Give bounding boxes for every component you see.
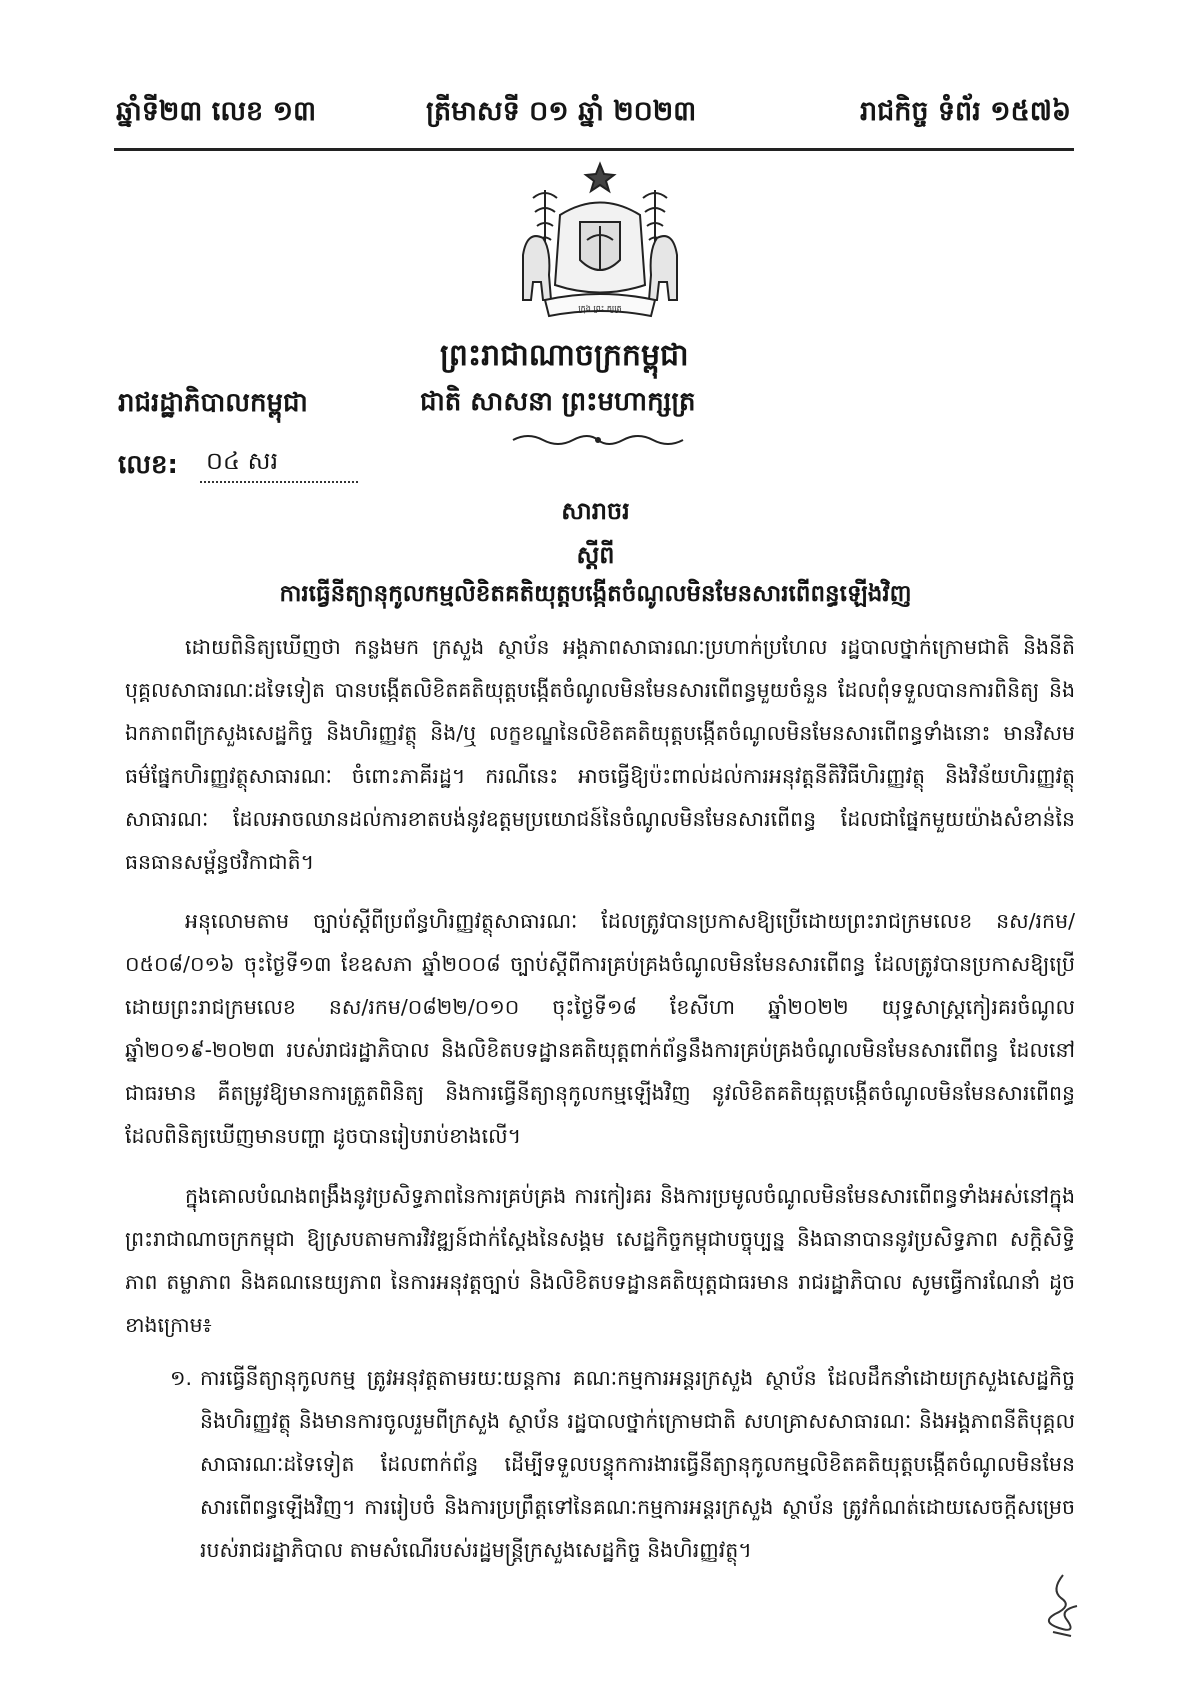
government-name: រាជរដ្ឋាភិបាលកម្ពុជា — [118, 388, 308, 418]
paragraph: ក្នុងគោលបំណងពង្រឹងនូវប្រសិទ្ធភាពនៃការគ្រប់គ្រង ការកៀរគរ និងការប្រមូលចំណូលមិនមែនសារពើពន្ធទាំងអស់នៅក្នុងព្រះរាជាណាចក្រកម្ពុជា ឱ្យស្របតាមការវិវឌ្ឍន៍ជាក់ស្តែងនៃសង្គម សេដ្ឋកិច្ចកម្ពុជាបច្ចុប្បន្ន និងធានាបាននូវប្រសិទ្ធភាព សក្តិសិទ្ធិភាព តម្លាភាព និងគណនេយ្យភាព នៃការអនុវត្តច្បាប់ និងលិខិតបទដ្ឋានគតិយុត្តជាធរមាន រាជរដ្ឋាភិបាល សូមធ្វើការណែនាំ ដូចខាងក្រោម៖ — [125, 1184, 1075, 1337]
document-number-label: លេខ: — [118, 450, 178, 480]
royal-coat-of-arms-icon — [505, 160, 695, 330]
gazette-year-issue: ឆ្នាំទី២៣ លេខ ១៣ — [116, 96, 317, 127]
document-title: ការធ្វើនីត្យានុកូលកម្មលិខិតគតិយុត្តបង្កើតចំណូលមិនមែនសារពើពន្ធឡើងវិញ — [279, 581, 912, 607]
national-motto: ជាតិ សាសនា ព្រះមហាក្សត្រ — [420, 387, 696, 417]
gazette-quarter: ត្រីមាសទី ០១ ឆ្នាំ ២០២៣ — [426, 96, 697, 127]
ornament-divider-icon — [508, 430, 688, 450]
gazette-header — [116, 95, 1071, 145]
gazette-page-number: រាជកិច្ច ទំព័រ ១៥៧៦ — [859, 96, 1071, 127]
item-text: ការធ្វើនីត្យានុកូលកម្ម ត្រូវអនុវត្តតាមរយៈយន្តការ គណៈកម្មការអន្តរក្រសួង ស្ថាប័ន ដែលដឹកនាំដោយក្រសួងសេដ្ឋកិច្ច និងហិរញ្ញវត្ថុ និងមានការចូលរួមពីក្រសួង ស្ថាប័ន រដ្ឋបាលថ្នាក់ក្រោមជាតិ សហគ្រាសសាធារណៈ និងអង្គភាពនីតិបុគ្គលសាធារណៈដទៃទៀត ដែលពាក់ព័ន្ធ ដើម្បីទទួលបន្ទុកការងារធ្វើនីត្យានុកូលកម្មលិខិតគតិយុត្តបង្កើតចំណូលមិនមែនសារពើពន្ធឡើងវិញ។ ការរៀបចំ និងការប្រព្រឹត្តទៅនៃគណៈកម្មការអន្តរក្រសួង ស្ថាប័ន ត្រូវកំណត់ដោយសេចក្តីសម្រេចរបស់រាជរដ្ឋាភិបាល តាមសំណើរបស់រដ្ឋមន្ត្រីក្រសួងសេដ្ឋកិច្ច និងហិរញ្ញវត្ថុ។ — [200, 1366, 1075, 1562]
handwritten-initial-icon — [1033, 1570, 1088, 1640]
paragraph: អនុលោមតាម ច្បាប់ស្តីពីប្រព័ន្ធហិរញ្ញវត្ថុសាធារណៈ ដែលត្រូវបានប្រកាសឱ្យប្រើដោយព្រះរាជក្រមលេខ នស/រកម/០៥០៨/០១៦ ចុះថ្ងៃទី១៣ ខែឧសភា ឆ្នាំ២០០៨ ច្បាប់ស្តីពីការគ្រប់គ្រងចំណូលមិនមែនសារពើពន្ធ ដែលត្រូវបានប្រកាសឱ្យប្រើដោយព្រះរាជក្រមលេខ នស/រកម/០៨២២/០១០ ចុះថ្ងៃទី១៨ ខែសីហា ឆ្នាំ២០២២ យុទ្ធសាស្ត្រកៀរគរចំណូលឆ្នាំ២០១៩-២០២៣ របស់រាជរដ្ឋាភិបាល និងលិខិតបទដ្ឋានគតិយុត្តពាក់ព័ន្ធនឹងការគ្រប់គ្រងចំណូលមិនមែនសារពើពន្ធ ដែលនៅជាធរមាន គឺតម្រូវឱ្យមានការត្រួតពិនិត្យ និងការធ្វើនីត្យានុកូលកម្មឡើងវិញ នូវលិខិតគតិយុត្តបង្កើតចំណូលមិនមែនសារពើពន្ធ ដែលពិនិត្យឃើញមានបញ្ហា ដូចបានរៀបរាប់ខាងលើ។ — [125, 909, 1075, 1148]
document-about: ស្តីពី — [576, 541, 615, 569]
kingdom-name: ព្រះរាជាណាចក្រកម្ពុជា — [440, 338, 689, 373]
numbered-item — [170, 1357, 1075, 1572]
header-divider — [114, 148, 1074, 151]
document-type: សារាចរ — [561, 497, 630, 525]
item-number: ១. — [170, 1366, 193, 1390]
emblem-ribbon-text: ក្រុង ព្រះ ក្សត្រ — [578, 304, 622, 313]
document-number-value: ០៤ សរ — [200, 446, 358, 483]
paragraph: ដោយពិនិត្យឃើញថា កន្លងមក ក្រសួង ស្ថាប័ន អង្គភាពសាធារណៈប្រហាក់ប្រហែល រដ្ឋបាលថ្នាក់ក្រោមជាតិ និងនីតិបុគ្គលសាធារណៈដទៃទៀត បានបង្កើតលិខិតគតិយុត្តបង្កើតចំណូលមិនមែនសារពើពន្ធមួយចំនួន ដែលពុំទទួលបានការពិនិត្យ និងឯកភាពពីក្រសួងសេដ្ឋកិច្ច និងហិរញ្ញវត្ថុ និង/ឬ លក្ខខណ្ឌនៃលិខិតគតិយុត្តបង្កើតចំណូលមិនមែនសារពើពន្ធទាំងនោះ មានវិសមធម៌ផ្នែកហិរញ្ញវត្ថុសាធារណៈ ចំពោះភាគីរដ្ឋ។ ករណីនេះ អាចធ្វើឱ្យប៉ះពាល់ដល់ការអនុវត្តនីតិវិធីហិរញ្ញវត្ថុ និងវិន័យហិរញ្ញវត្ថុសាធារណៈ ដែលអាចឈានដល់ការខាតបង់នូវឧត្តមប្រយោជន៍នៃចំណូលមិនមែនសារពើពន្ធ ដែលជាផ្នែកមួយយ៉ាងសំខាន់នៃធនធានសម្ព័ន្ធថវិកាជាតិ។ — [125, 635, 1075, 874]
